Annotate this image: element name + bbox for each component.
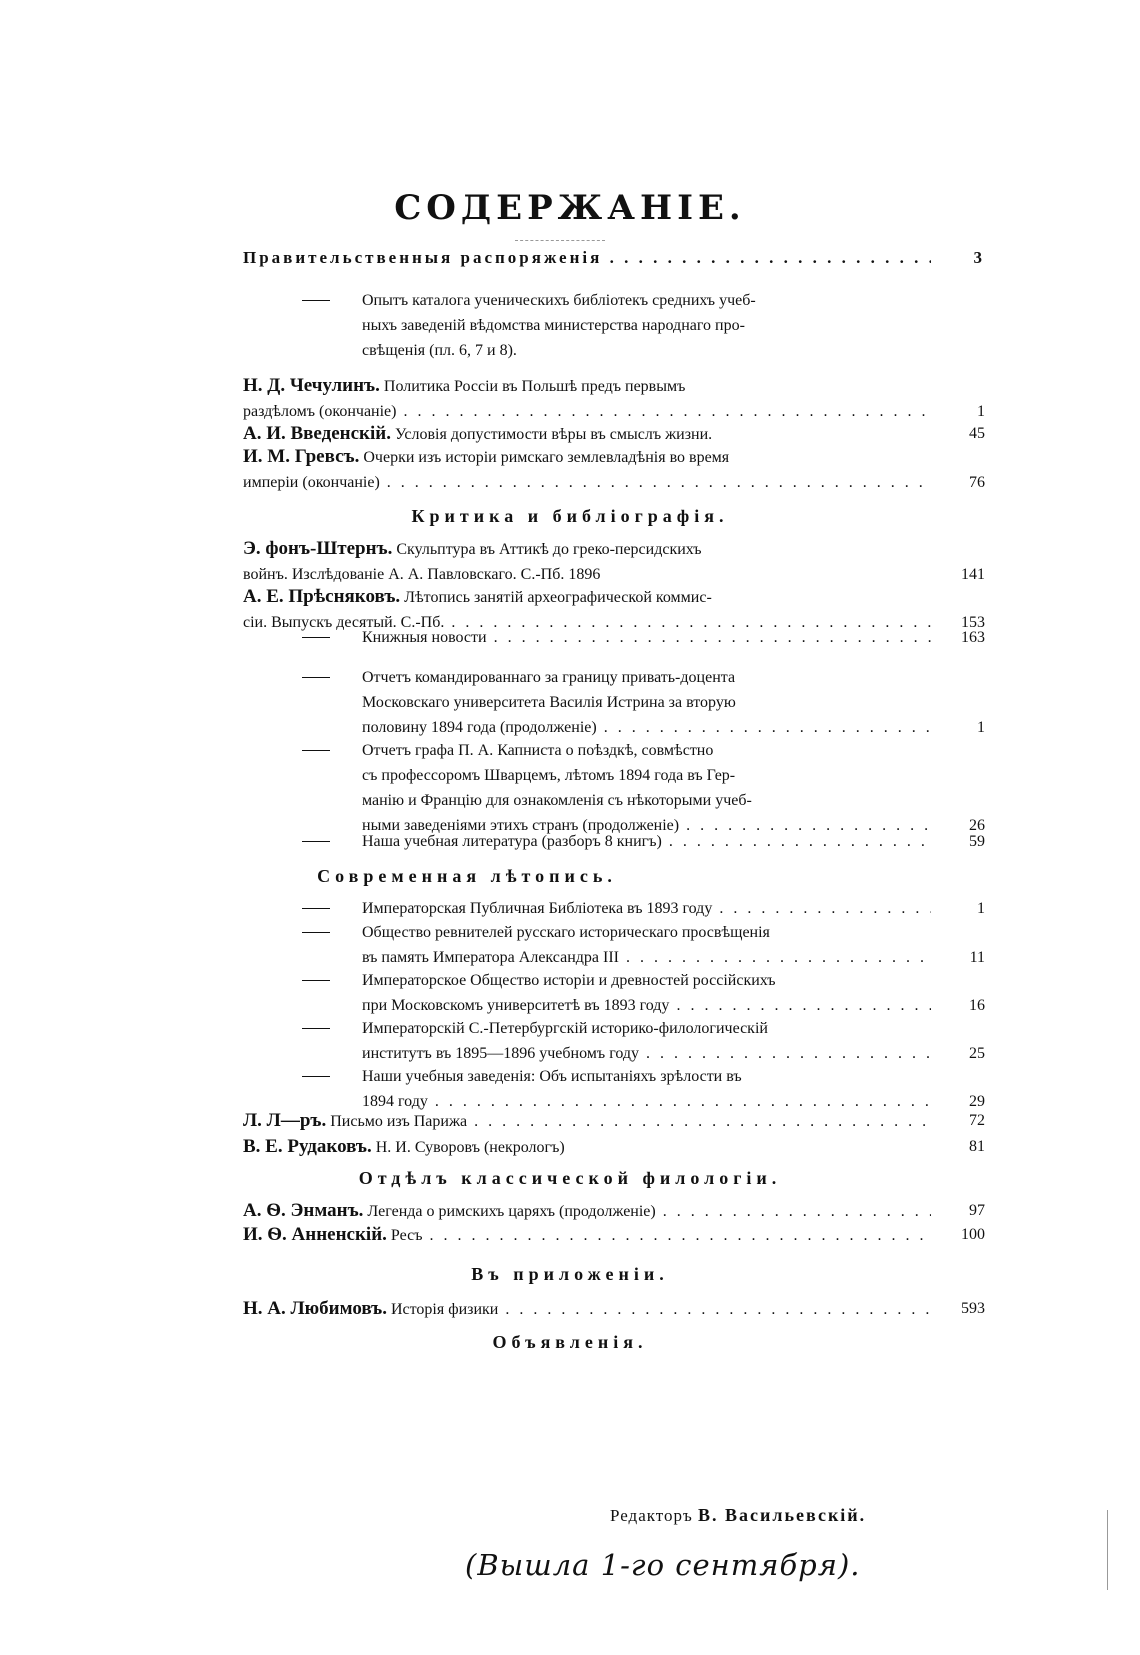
page-number: 153: [961, 614, 985, 631]
page-number: 26: [969, 817, 985, 834]
page-number: 163: [961, 629, 985, 646]
entry-dash: [302, 677, 330, 678]
entry-dash: [302, 932, 330, 933]
entry-dash: [302, 637, 330, 638]
page-number: 1: [977, 900, 985, 917]
editor-signature: [610, 1505, 866, 1526]
entry-author: И. М. Гревсъ.: [243, 446, 360, 467]
page-number: 29: [969, 1093, 985, 1110]
entry-author: И. Ѳ. Анненскій.: [243, 1224, 387, 1245]
page-number: 1: [977, 403, 985, 420]
entry-dash: [302, 841, 330, 842]
toc-entry-grevs[interactable]: И. М. Гревсъ. Очерки изъ исторіи римскаго землевладѣнія во время имперіи (окончаніе) . . . 76: [243, 444, 985, 495]
section-heading-classical: Отдѣлъ классической филологіи.: [358, 1168, 782, 1188]
entry-author: Э. фонъ-Штернъ.: [243, 538, 393, 559]
entry-author: А. И. Введенскій.: [243, 423, 391, 444]
entry-dash: [302, 1028, 330, 1029]
toc-entry-society-education[interactable]: Общество ревнителей русскаго историческаго просвѣщенія въ память Императора Александра III . . . 11: [362, 920, 985, 970]
page-number: 72: [969, 1112, 985, 1129]
page-edge-line: [1107, 1510, 1108, 1590]
entry-author: В. Е. Рудаковъ.: [243, 1136, 372, 1157]
section-heading-appendix: Въ приложеніи.: [471, 1264, 669, 1284]
section-heading-government: Правительственныя распоряженія . . .: [243, 245, 931, 270]
page-number: 11: [969, 949, 985, 966]
entry-dash: [302, 980, 330, 981]
entry-author: А. Е. Прѣсняковъ.: [243, 586, 401, 607]
entry-dash: [302, 908, 330, 909]
toc-entry-society-history[interactable]: Императорское Общество исторіи и древностей россійскихъ при Московскомъ университетѣ въ 1893 году . . . 16: [362, 968, 985, 1018]
toc-entry-catalog[interactable]: Опытъ каталога ученическихъ библіотекъ среднихъ учеб- ныхъ заведеній вѣдомства министерства народнаго про- свѣщенія (пл. 6, 7 и 8).: [362, 288, 985, 363]
section-heading-ads: Объявленія.: [492, 1332, 648, 1352]
section-heading-chronicle: Современная лѣтопись.: [317, 866, 617, 886]
page-number: 97: [969, 1202, 985, 1219]
entry-author: Л. Л—ръ.: [243, 1110, 327, 1131]
toc-entry-lyubimov[interactable]: Н. А. Любимовъ. Исторія физики . . . 593: [243, 1296, 985, 1322]
toc-entry-book-news[interactable]: Книжныя новости . . . 163: [362, 625, 985, 650]
editor-name: В. Васильевскій.: [698, 1505, 867, 1525]
page-title: СОДЕРЖАНІЕ.: [394, 188, 746, 228]
page-number: 3: [973, 248, 985, 267]
entry-author: Н. Д. Чечулинъ.: [243, 375, 380, 396]
toc-entry-presnyakov[interactable]: А. Е. Прѣсняковъ. Лѣтопись занятій археографической коммис- сіи. Выпускъ десятый. С.-Пб. . . . 153: [243, 584, 985, 635]
toc-entry-vvedensky[interactable]: А. И. Введенскій. Условія допустимости вѣры въ смыслъ жизни. 45: [243, 421, 985, 447]
page-number: 25: [969, 1045, 985, 1062]
toc-entry-public-library[interactable]: Императорская Публичная Библіотека въ 1893 году . . . 1: [362, 896, 985, 921]
entry-author: Н. А. Любимовъ.: [243, 1298, 387, 1319]
page-number: 593: [961, 1300, 985, 1317]
toc-entry-textbook-review[interactable]: Наша учебная литература (разборъ 8 книгъ) . . . 59: [362, 829, 985, 854]
toc-entry-annensky[interactable]: И. Ѳ. Анненскій. Ресъ . . . 100: [243, 1222, 985, 1248]
toc-entry-enman[interactable]: А. Ѳ. Энманъ. Легенда о римскихъ царяхъ (продолженіе) . . . 97: [243, 1198, 985, 1224]
toc-entry-stern[interactable]: Э. фонъ-Штернъ. Скульптура въ Аттикѣ до греко-персидскихъ войнъ. Изслѣдованіе А. А. Павловскаго. С.-Пб. 1896 141: [243, 536, 985, 587]
toc-entry-exams[interactable]: Наши учебныя заведенія: Объ испытаніяхъ зрѣлости въ 1894 году . . . 29: [362, 1064, 985, 1114]
entry-author: А. Ѳ. Энманъ.: [243, 1200, 364, 1221]
page-number: 45: [969, 425, 985, 442]
toc-entry-chechulin[interactable]: Н. Д. Чечулинъ. Политика Россіи въ Польшѣ предъ первымъ раздѣломъ (окончаніе) . . . 1: [243, 373, 985, 424]
toc-entry-government[interactable]: [243, 245, 985, 270]
toc-entry-institute[interactable]: Императорскій С.-Петербургскій историко-филологическій институтъ въ 1895—1896 учебномъ году . . . 25: [362, 1016, 985, 1066]
toc-entry-istrin-report[interactable]: Отчетъ командированнаго за границу привать-доцента Московскаго университета Василія Истрина за вторую половину 1894 года (продолженіе) . . . 1: [362, 665, 985, 740]
entry-dash: [302, 750, 330, 751]
page-number: 100: [961, 1226, 985, 1243]
entry-dash: [302, 1076, 330, 1077]
page-number: 59: [969, 833, 985, 850]
page-number: 141: [961, 566, 985, 583]
page-number: 76: [969, 474, 985, 491]
toc-entry-paris-letter[interactable]: Л. Л—ръ. Письмо изъ Парижа . . . 72: [243, 1108, 985, 1134]
title-divider: [515, 240, 605, 241]
handwritten-note: (Вышла 1-го сентября).: [465, 1548, 861, 1582]
toc-entry-kapnist-report[interactable]: Отчетъ графа П. А. Капниста о поѣздкѣ, совмѣстно съ профессоромъ Шварцемъ, лѣтомъ 1894 года въ Гер- манію и Францію для ознакомленія съ нѣкоторыми учеб- ными заведеніями этихъ странъ (продолженіе) . . . 26: [362, 738, 985, 838]
page-number: 1: [977, 719, 985, 736]
page-number: 16: [969, 997, 985, 1014]
page-number: 81: [969, 1138, 985, 1155]
editor-label: Редакторъ: [610, 1506, 693, 1525]
toc-entry-obituary[interactable]: В. Е. Рудаковъ. Н. И. Суворовъ (некрологъ) 81: [243, 1134, 985, 1160]
entry-dash: [302, 300, 330, 301]
section-heading-critique: Критика и библіографія.: [411, 506, 729, 526]
